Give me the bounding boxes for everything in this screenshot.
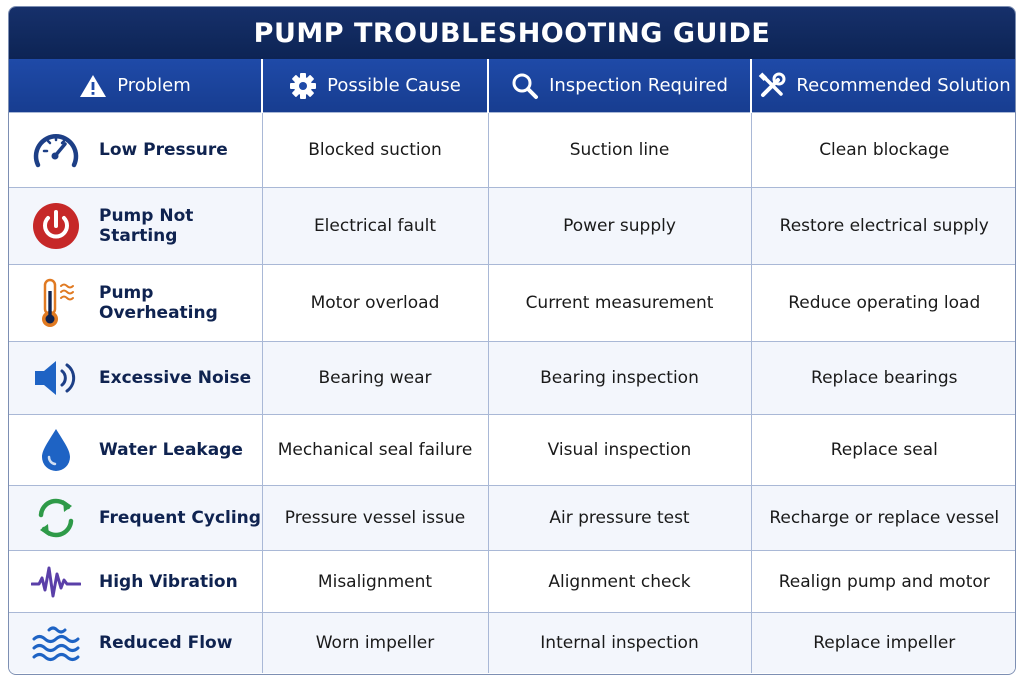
inspection-cell: Air pressure test	[488, 486, 751, 551]
gauge-icon	[31, 127, 81, 173]
problem-label: Frequent Cycling	[99, 508, 261, 528]
magnifier-icon	[511, 72, 539, 100]
cause-cell: Blocked suction	[262, 113, 488, 188]
problem-label: Pump Not Starting	[99, 206, 194, 246]
inspection-cell: Suction line	[488, 113, 751, 188]
column-header-cause	[262, 59, 488, 113]
problem-cell	[9, 551, 262, 613]
inspection-cell: Alignment check	[488, 551, 751, 613]
table-row	[9, 613, 1016, 673]
problem-label: High Vibration	[99, 571, 238, 592]
problem-label: Pump Overheating	[99, 283, 218, 323]
solution-cell: Replace bearings	[751, 342, 1016, 415]
table-row	[9, 113, 1016, 188]
problem-cell	[9, 113, 262, 188]
solution-cell: Replace impeller	[751, 613, 1016, 673]
problem-cell	[9, 188, 262, 265]
column-header-solution	[751, 59, 1016, 113]
column-header-inspection	[488, 59, 751, 113]
column-header-problem	[9, 59, 262, 113]
problem-label: Reduced Flow	[99, 632, 233, 653]
cause-cell: Electrical fault	[262, 188, 488, 265]
speaker-icon	[31, 356, 81, 400]
solution-cell: Reduce operating load	[751, 265, 1016, 342]
problem-cell	[9, 415, 262, 486]
column-header-label: Problem	[117, 75, 191, 96]
cause-cell: Motor overload	[262, 265, 488, 342]
cause-cell: Mechanical seal failure	[262, 415, 488, 486]
troubleshooting-table	[9, 59, 1016, 673]
inspection-cell: Bearing inspection	[488, 342, 751, 415]
inspection-cell: Visual inspection	[488, 415, 751, 486]
warning-icon	[79, 73, 107, 99]
tools-icon	[758, 72, 786, 100]
table-header-row	[9, 59, 1016, 113]
table-row	[9, 265, 1016, 342]
solution-cell: Realign pump and motor	[751, 551, 1016, 613]
cause-cell: Worn impeller	[262, 613, 488, 673]
table-row	[9, 486, 1016, 551]
table-row	[9, 188, 1016, 265]
cause-cell: Pressure vessel issue	[262, 486, 488, 551]
table-row	[9, 551, 1016, 613]
table-row	[9, 342, 1016, 415]
cause-cell: Bearing wear	[262, 342, 488, 415]
troubleshooting-guide	[8, 6, 1016, 675]
gear-icon	[289, 72, 317, 100]
solution-cell: Replace seal	[751, 415, 1016, 486]
problem-cell	[9, 486, 262, 551]
table-row	[9, 415, 1016, 486]
power-icon	[31, 201, 81, 251]
solution-cell: Restore electrical supply	[751, 188, 1016, 265]
inspection-cell: Internal inspection	[488, 613, 751, 673]
column-header-label: Recommended Solution	[796, 75, 1011, 96]
column-header-label: Inspection Required	[549, 75, 728, 96]
problem-label: Low Pressure	[99, 140, 228, 160]
inspection-cell: Current measurement	[488, 265, 751, 342]
water-waves-icon	[31, 623, 81, 663]
problem-label: Excessive Noise	[99, 368, 252, 388]
cause-cell: Misalignment	[262, 551, 488, 613]
problem-cell	[9, 342, 262, 415]
solution-cell: Recharge or replace vessel	[751, 486, 1016, 551]
problem-cell	[9, 613, 262, 673]
inspection-cell: Power supply	[488, 188, 751, 265]
solution-cell: Clean blockage	[751, 113, 1016, 188]
thermometer-icon	[31, 277, 81, 329]
water-drop-icon	[31, 426, 81, 474]
column-header-label: Possible Cause	[327, 75, 461, 96]
problem-label: Water Leakage	[99, 440, 243, 460]
vibration-wave-icon	[31, 562, 81, 602]
page-title: PUMP TROUBLESHOOTING GUIDE	[9, 7, 1015, 59]
problem-cell	[9, 265, 262, 342]
cycle-arrows-icon	[31, 495, 81, 541]
